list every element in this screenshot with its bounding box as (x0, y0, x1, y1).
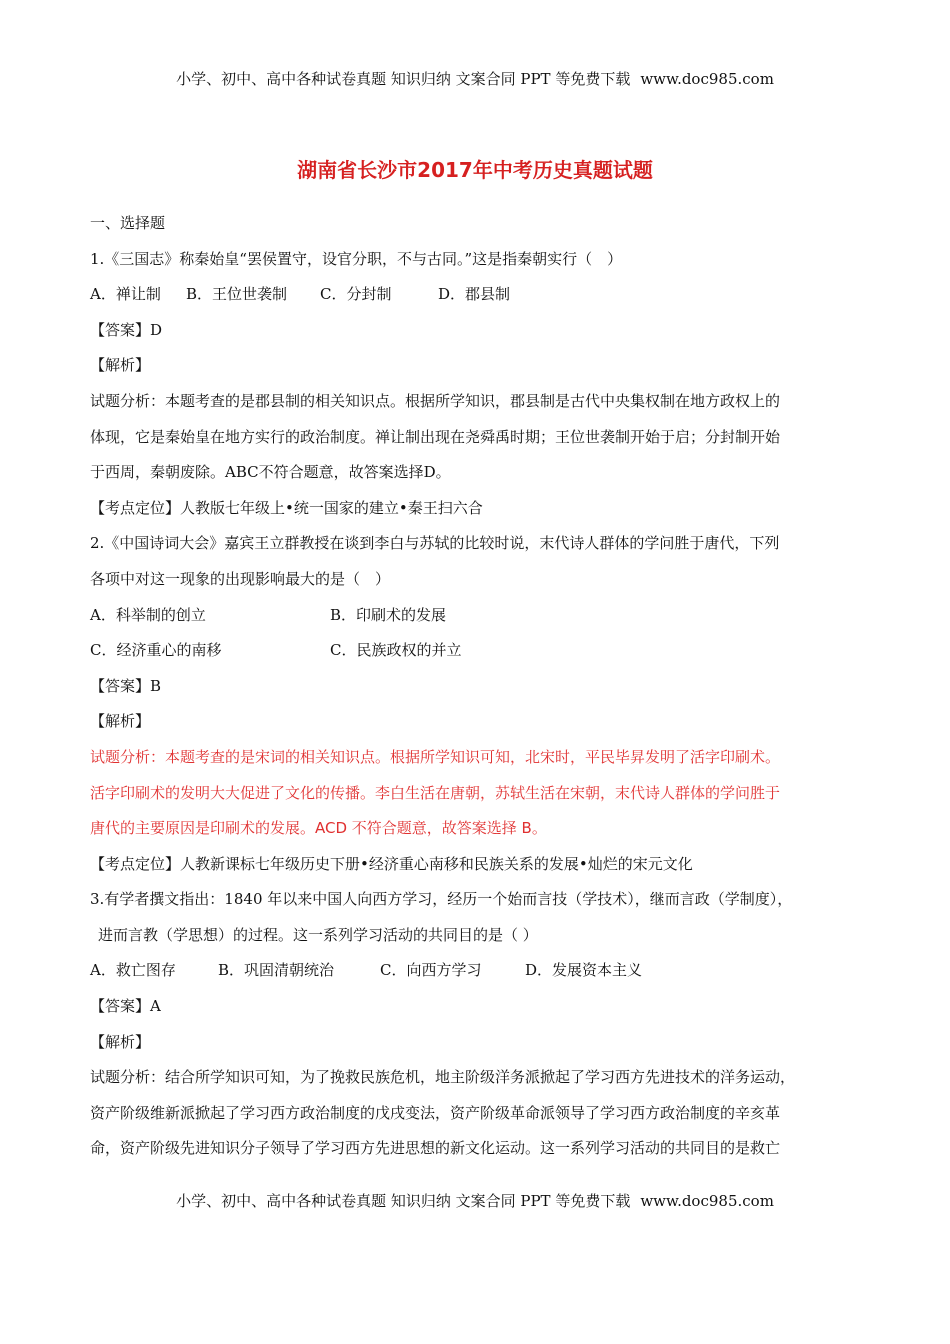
q3-analysis-line: 试题分析：结合所学知识可知，为了挽救民族危机，地主阶级洋务派掀起了学习西方先进技术的洋务运动， (90, 1068, 796, 1087)
q1-analysis-line: 体现，它是秦始皇在地方实行的政治制度。禅让制出现在尧舜禹时期；王位世袭制开始于启；分封制开始 (90, 427, 781, 446)
q2-analysis-line: 活字印刷术的发明大大促进了文化的传播。李白生活在唐朝，苏轼生活在宋朝，末代诗人群体的学问胜于 (90, 783, 781, 802)
q1-option-c: C．分封制 (320, 285, 392, 304)
section-heading: 一、选择题 (90, 214, 166, 232)
q3-option-c: C．向西方学习 (380, 961, 482, 980)
q3-option-d: D．发展资本主义 (525, 961, 643, 980)
q3-analysis-label: 【解析】 (90, 1032, 151, 1051)
footer-site-link[interactable]: www.doc985.com (640, 1192, 774, 1210)
document-body (90, 206, 860, 1167)
q3-answer: 【答案】A (90, 997, 161, 1016)
q2-answer: 【答案】B (90, 676, 162, 695)
page-footer (0, 1190, 950, 1211)
header-text: 小学、初中、高中各种试卷真题 知识归纳 文案合同 PPT 等免费下载 (176, 70, 631, 88)
q3-option-b: B．巩固清朝统治 (218, 961, 335, 980)
question-3-stem: 3.有学者撰文指出：1840 年以来中国人向西方学习，经历一个始而言技（学技术），继而言政（学制度）， (90, 890, 793, 909)
q1-answer: 【答案】D (90, 320, 163, 339)
document-title: 湖南省长沙市2017年中考历史真题试题 (297, 158, 653, 182)
q2-point: 【考点定位】人教新课标七年级历史下册•经济重心南移和民族关系的发展•灿烂的宋元文化 (90, 854, 693, 873)
q2-option-c: C．经济重心的南移 (90, 641, 222, 660)
question-2-options-row-1 (90, 598, 860, 634)
q2-option-b: B．印刷术的发展 (330, 605, 447, 624)
q1-analysis-line: 于西周，秦朝废除。ABC不符合题意，故答案选择D。 (90, 463, 451, 482)
q3-option-a: A．救亡图存 (90, 961, 176, 980)
q2-analysis-line: 试题分析：本题考查的是宋词的相关知识点。根据所学知识可知，北宋时，平民毕昇发明了活字印刷术。 (90, 747, 781, 766)
q1-option-d: D．郡县制 (438, 285, 511, 304)
q2-option-a: A．科举制的创立 (90, 605, 206, 624)
q1-option-b: B．王位世袭制 (186, 285, 288, 304)
page-header (0, 68, 950, 89)
question-2-stem: 各项中对这一现象的出现影响最大的是（ ） (90, 569, 391, 588)
question-3-stem: 进而言教（学思想）的过程。这一系列学习活动的共同目的是（ ） (98, 925, 538, 944)
footer-text: 小学、初中、高中各种试卷真题 知识归纳 文案合同 PPT 等免费下载 (176, 1192, 631, 1210)
q2-analysis-line: 唐代的主要原因是印刷术的发展。ACD 不符合题意，故答案选择 B。 (90, 819, 547, 838)
q1-option-a: A．禅让制 (90, 285, 161, 304)
q1-point: 【考点定位】人教版七年级上•统一国家的建立•秦王扫六合 (90, 498, 483, 517)
question-3-options (90, 953, 860, 989)
header-site-link[interactable]: www.doc985.com (640, 70, 774, 88)
question-1-stem: 1.《三国志》称秦始皇“罢侯置守，设官分职，不与古同。”这是指秦朝实行（ ） (90, 249, 623, 268)
q2-analysis-label: 【解析】 (90, 712, 151, 731)
q1-analysis-line: 试题分析：本题考查的是郡县制的相关知识点。根据所学知识，郡县制是古代中央集权制在地方政权上的 (90, 391, 781, 410)
q3-analysis-line: 资产阶级维新派掀起了学习西方政治制度的戊戌变法，资产阶级革命派领导了学习西方政治制度的辛亥革 (90, 1103, 781, 1122)
question-2-stem: 2.《中国诗词大会》嘉宾王立群教授在谈到李白与苏轼的比较时说，末代诗人群体的学问胜于唐代，下列 (90, 534, 780, 553)
question-2-options-row-2 (90, 633, 860, 669)
q1-analysis-label: 【解析】 (90, 356, 151, 375)
q3-analysis-line: 命，资产阶级先进知识分子领导了学习西方先进思想的新文化运动。这一系列学习活动的共同目的是救亡 (90, 1139, 781, 1158)
question-1-options (90, 277, 860, 313)
q2-option-d: C．民族政权的并立 (330, 641, 462, 660)
